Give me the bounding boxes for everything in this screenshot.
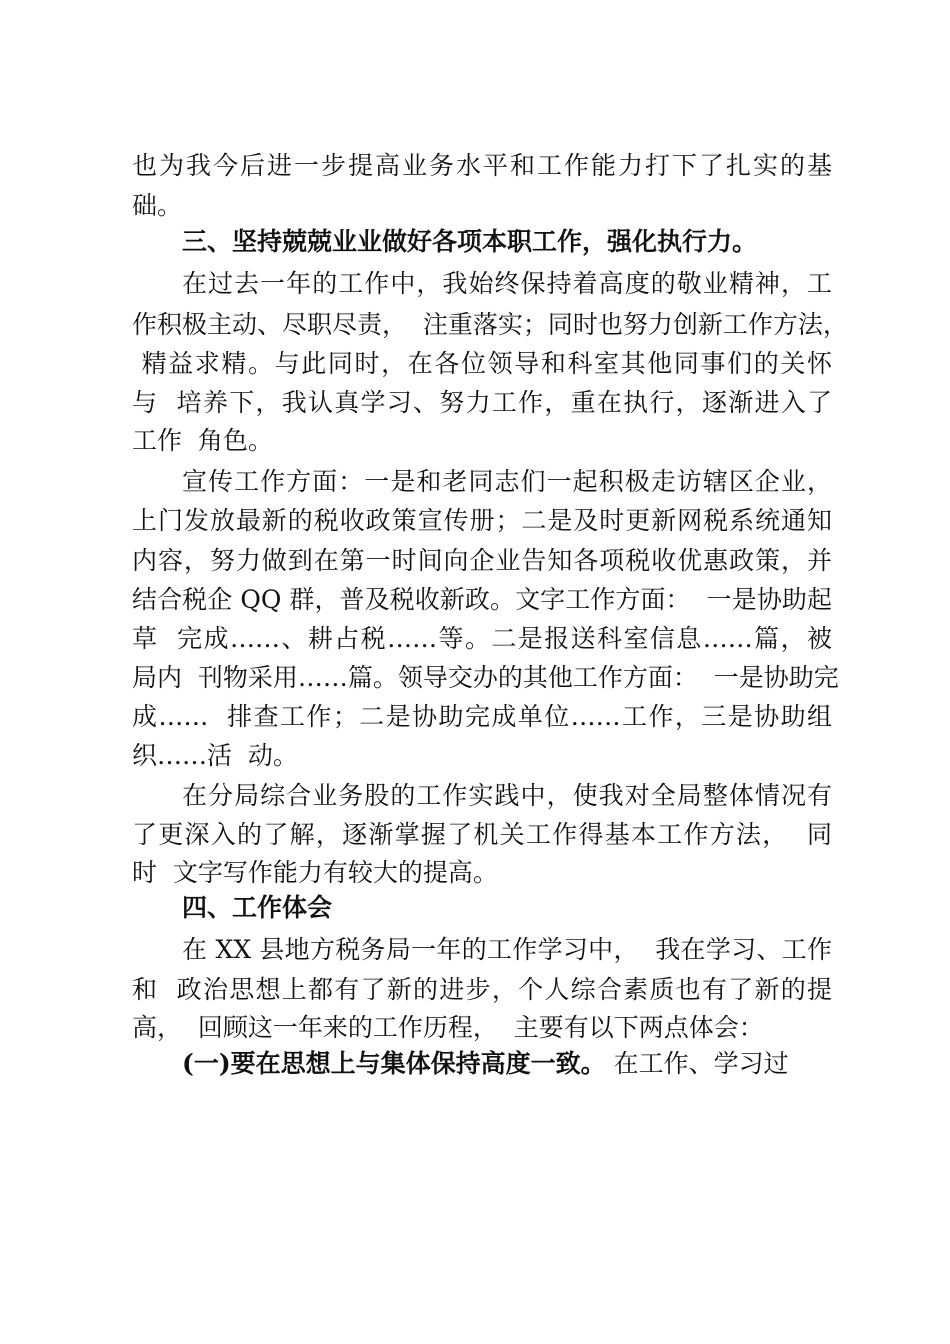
- paragraph-line: 局内 刊物采用……篇。领导交办的其他工作方面： 一是协助完: [132, 663, 839, 692]
- paragraph-line: 作积极主动、尽职尽责， 注重落实；同时也努力创新工作方法，: [132, 310, 848, 339]
- paragraph-line: 结合税企 QQ 群，普及税收新政。文字工作方面： 一是协助起: [132, 585, 832, 614]
- paragraph-line: 宣传工作方面：一是和老同志们一起积极走访辖区企业，: [182, 467, 832, 496]
- section-heading-3: 三、坚持兢兢业业做好各项本职工作，强化执行力。: [182, 227, 758, 256]
- paragraph-line: 高， 回顾这一年来的工作历程， 主要有以下两点体会：: [132, 1013, 764, 1042]
- paragraph-line: 与 培养下，我认真学习、努力工作，重在执行，逐渐进入了: [132, 388, 832, 417]
- paragraph-line: 草 完成……、耕占税……等。二是报送科室信息……篇，被: [132, 624, 832, 653]
- paragraph-line-continuation: 在工作、学习过: [605, 1049, 789, 1078]
- paragraph-line: 在 XX 县地方税务局一年的工作学习中， 我在学习、工作: [182, 935, 832, 964]
- paragraph-line: [182, 1049, 832, 1079]
- paragraph-line: 在过去一年的工作中，我始终保持着高度的敬业精神，工: [182, 269, 832, 298]
- paragraph-line: 精益求精。与此同时，在各位领导和科室其他同事们的关怀: [132, 349, 832, 378]
- paragraph-line: 工作 角色。: [132, 426, 273, 455]
- paragraph-line: 和 政治思想上都有了新的进步，个人综合素质也有了新的提: [132, 975, 832, 1004]
- section-heading-4: 四、工作体会: [182, 893, 333, 922]
- paragraph-line: 在分局综合业务股的工作实践中，使我对全局整体情况有: [182, 781, 832, 810]
- paragraph-line: 础。: [132, 191, 183, 220]
- paragraph-line: 时 文字写作能力有较大的提高。: [132, 858, 498, 887]
- paragraph-line: 上门发放最新的税收政策宣传册；二是及时更新网税系统通知: [132, 506, 832, 535]
- paragraph-line: 织……活 动。: [132, 741, 298, 770]
- paragraph-line: 内容，努力做到在第一时间向企业告知各项税收优惠政策，并: [132, 546, 832, 575]
- paragraph-line: 也为我今后进一步提高业务水平和工作能力打下了扎实的基: [132, 151, 832, 180]
- paragraph-line: 成…… 排查工作；二是协助完成单位……工作，三是协助组: [132, 702, 832, 731]
- paragraph-line: 了更深入的了解，逐渐掌握了机关工作得基本工作方法， 同: [132, 820, 832, 849]
- subheading-1: (一)要在思想上与集体保持高度一致。: [182, 1049, 606, 1078]
